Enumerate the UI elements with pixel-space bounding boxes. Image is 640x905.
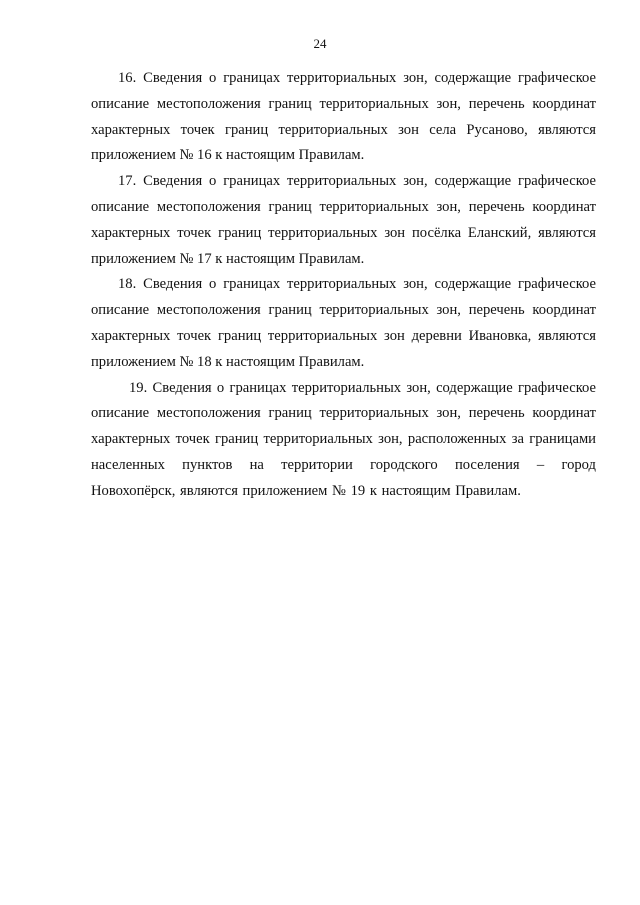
page-number: 24: [313, 36, 327, 51]
paragraph-16: 16. Сведения о границах территориальных зон, содержащие графическое описание местоположения границ территориальных зон, перечень координат характерных точек границ территориальных зон села Русаново, являются приложением № 16 к настоящим Правилам.: [91, 70, 596, 164]
paragraph-19: 19. Сведения о границах территориальных зон, содержащие графическое описание местоположения границ территориальных зон, перечень координат характерных точек границ территориальных зон, расположенных за границами населенных пунктов на территории городского поселения – город Новохопёрск, являются приложением № 19 к настоящим Правилам.: [91, 379, 596, 499]
paragraph-17: 17. Сведения о границах территориальных зон, содержащие графическое описание местоположения границ территориальных зон, перечень координат характерных точек границ территориальных зон посёлка Еланский, являются приложением № 17 к настоящим Правилам.: [91, 173, 596, 267]
paragraph-18: 18. Сведения о границах территориальных зон, содержащие графическое описание местоположения границ территориальных зон, перечень координат характерных точек границ территориальных зон деревни Ивановка, являются приложением № 18 к настоящим Правилам.: [91, 276, 596, 370]
document-body: [91, 66, 596, 505]
